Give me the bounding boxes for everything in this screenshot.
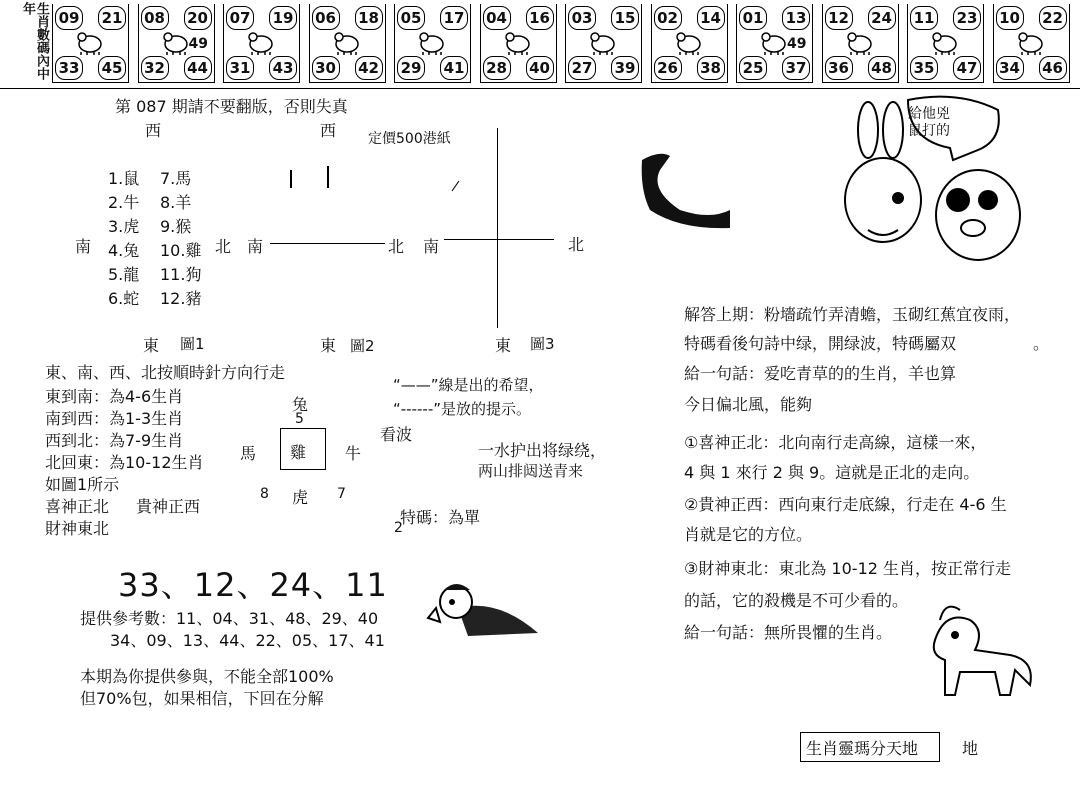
cell-number-bl: 35: [910, 56, 938, 80]
zodiac-cell: [736, 4, 813, 83]
cell-number-br: 41: [440, 56, 468, 80]
cell-number-tr: 20: [184, 6, 212, 30]
cell-number-bl: 34: [996, 56, 1024, 80]
zodiac-cell: [394, 4, 471, 83]
cell-number-bl: 33: [55, 56, 83, 80]
cell-number-br: 46: [1039, 56, 1067, 80]
pig-icon: [1016, 26, 1046, 56]
fig1-caption: 圖1: [180, 335, 205, 353]
cell-number-tr: 15: [611, 6, 639, 30]
explain-line-1: 東、南、西、北按順時針方向行走: [45, 363, 286, 382]
cell-number-tr: 13: [782, 6, 810, 30]
answer-line-7: ②貴神正西：西向東行走底線，行走在 4-6 生: [684, 495, 1007, 514]
zodiac-list-item: 10.雞: [160, 241, 202, 260]
fig2-tick-right: [327, 166, 329, 188]
kanbo-label: 看波: [380, 425, 413, 444]
cell-number-bl: 36: [825, 56, 853, 80]
cell-number-bl: 29: [397, 56, 425, 80]
answer-line-2-end: 。: [1033, 334, 1050, 353]
bubble-line-1: 給他兇: [908, 106, 950, 122]
zodiac-list-item: 7.馬: [160, 169, 192, 188]
explain-line-6: 如圖1所示: [45, 475, 120, 494]
cell-number-tl: 04: [483, 6, 511, 30]
zodiac-cell: [907, 4, 984, 83]
cell-number-tr: 22: [1039, 6, 1067, 30]
goat-icon: [674, 26, 704, 56]
zodiac-list-item: 4.兔: [108, 241, 140, 260]
zodiac-list-item: 2.牛: [108, 193, 140, 212]
zodiac-list-item: 11.狗: [160, 265, 202, 284]
explain-line-7a: 喜神正北: [45, 497, 110, 516]
explain-line-2: 東到南：為4-6生肖: [45, 387, 184, 406]
zodiac-cell: [309, 4, 386, 83]
explain-line-7b: 貴神正西: [136, 497, 201, 516]
answer-line-3: 給一句話：爱吃青草的的生肖，羊也算: [684, 364, 957, 383]
bubble-line-2: 鼠打的: [908, 123, 950, 139]
cell-number-tl: 05: [397, 6, 425, 30]
poem-line-1: 一水护出将绿绕，: [478, 441, 607, 460]
explain-line-3: 南到西：為1-3生肖: [45, 409, 184, 428]
cross-top: 兔: [292, 395, 309, 414]
note-line-1: 本期為你提供參與，不能全部100%: [80, 667, 334, 686]
zodiac-cell: [52, 4, 129, 83]
fig2-east: 東: [320, 336, 337, 355]
fig3-north: 北: [568, 235, 585, 254]
rabbit-icon: [332, 26, 362, 56]
footer-box-text: 生肖靈瑪分天地: [806, 739, 919, 758]
zodiac-list-item: 1.鼠: [108, 169, 140, 188]
fig3-caption: 圖3: [530, 335, 555, 353]
zodiac-cell: [223, 4, 300, 83]
cell-number-tl: 07: [226, 6, 254, 30]
cell-number-tr: 17: [440, 6, 468, 30]
cell-number-br: 39: [611, 56, 639, 80]
cell-number-br: 42: [355, 56, 383, 80]
zodiac-cell: [822, 4, 899, 83]
answer-line-9: ③財神東北：東北為 10-12 生肖，按正常行走: [684, 559, 1012, 578]
cross-right: 牛: [345, 444, 362, 463]
cell-number-bl: 25: [739, 56, 767, 80]
cross-bottom-left-num: 8: [260, 486, 269, 502]
fig1-west: 西: [145, 121, 162, 140]
fig2-north: 北: [388, 237, 405, 256]
fig2-axis: [270, 243, 385, 244]
poem-line-2: 两山排闼送青来: [478, 462, 584, 480]
cell-extra-number: 49: [787, 36, 807, 52]
reference-line-1: 提供參考數：11、04、31、48、29、40: [80, 609, 379, 628]
cell-number-br: 40: [526, 56, 554, 80]
tema-number: 2: [394, 520, 403, 536]
cell-number-tl: 10: [996, 6, 1024, 30]
answer-line-8: 肖就是它的方位。: [684, 525, 813, 544]
fig2-west: 西: [320, 121, 337, 140]
fig2-caption: 圖2: [350, 337, 375, 355]
zodiac-cell: [138, 4, 215, 83]
fig2-south: 南: [247, 237, 264, 256]
explain-line-4: 西到北：為7-9生肖: [45, 431, 184, 450]
dog-icon: [930, 26, 960, 56]
answer-line-1: 解答上期：粉墻疏竹弄清蟾，玉砌红蕉宜夜雨，: [684, 305, 1021, 324]
fig3-east: 東: [495, 336, 512, 355]
note-line-2: 但70%包，如果相信，下回在分解: [80, 689, 324, 708]
legend-line-a: “——”線是出的希望，: [393, 376, 544, 394]
fig1-north: 北: [215, 237, 232, 256]
zodiac-list-item: 9.猴: [160, 217, 192, 236]
fig3-south: 南: [423, 237, 440, 256]
monkey-icon: [759, 26, 789, 56]
zodiac-cell: [651, 4, 728, 83]
reference-line-2: 34、09、13、44、22、05、17、41: [110, 631, 385, 650]
answer-line-11: 給一句話：無所畏懼的生肖。: [684, 623, 893, 642]
issue-line: 第 087 期請不要翻版，否則失真: [115, 97, 348, 116]
cell-number-tl: 02: [654, 6, 682, 30]
cell-number-bl: 30: [312, 56, 340, 80]
cell-number-tl: 11: [910, 6, 938, 30]
dragon-icon: [417, 26, 447, 56]
cell-number-tl: 06: [312, 6, 340, 30]
fig3-slash: [452, 181, 460, 191]
rooster-icon: [845, 26, 875, 56]
zodiac-list-item: 8.羊: [160, 193, 192, 212]
cell-number-br: 44: [184, 56, 212, 80]
cell-number-br: 43: [269, 56, 297, 80]
price-label: 定價500港紙: [368, 131, 451, 147]
cell-number-tr: 19: [269, 6, 297, 30]
cross-left: 馬: [240, 444, 257, 463]
cell-number-br: 47: [953, 56, 981, 80]
fig3-vertical: [497, 128, 498, 328]
cell-number-tr: 18: [355, 6, 383, 30]
answer-line-10: 的話，它的殺機是不可少看的。: [684, 591, 909, 610]
answer-line-6: 4 與 1 來行 2 與 9。這就是正北的走向。: [684, 463, 980, 482]
cell-number-br: 38: [697, 56, 725, 80]
explain-line-8: 財神東北: [45, 519, 110, 538]
answer-line-4: 今日偏北風，能夠: [684, 395, 813, 414]
zodiac-list-item: 12.豬: [160, 289, 202, 308]
cell-number-tl: 12: [825, 6, 853, 30]
cell-number-tr: 24: [868, 6, 896, 30]
fig1-south: 南: [75, 237, 92, 256]
cell-number-tl: 03: [568, 6, 596, 30]
cell-extra-number: 49: [188, 36, 208, 52]
footer-tail-text: 地: [962, 739, 979, 758]
rat-icon: [75, 26, 105, 56]
tiger-icon: [246, 26, 276, 56]
answer-line-2: 特碼看後句詩中绿，開绿波，特碼屬双: [684, 334, 957, 353]
speech-bubble-text: [908, 106, 950, 140]
cross-center: 雞: [290, 443, 307, 462]
cross-top-num: 5: [295, 411, 304, 427]
zodiac-list-item: 5.龍: [108, 265, 140, 284]
zodiac-list-item: 6.蛇: [108, 289, 140, 308]
cell-number-tr: 16: [526, 6, 554, 30]
ox-icon: [161, 26, 191, 56]
legend-line-b: “------”是放的提示。: [393, 400, 532, 418]
cross-bottom-right-num: 7: [337, 486, 346, 502]
big-numbers: 33、12、24、11: [118, 566, 388, 604]
cell-number-bl: 31: [226, 56, 254, 80]
zodiac-cell: [480, 4, 557, 83]
black-shape-icon: [640, 150, 740, 230]
zodiac-number-strip: [0, 0, 1080, 89]
cell-number-tr: 14: [697, 6, 725, 30]
answer-line-5: ①喜神正北：北向南行走高線，這樣一來，: [684, 433, 987, 452]
zodiac-list-item: 3.虎: [108, 217, 140, 236]
cell-number-tr: 21: [98, 6, 126, 30]
zodiac-cell: [565, 4, 642, 83]
cell-number-tl: 08: [141, 6, 169, 30]
cell-number-bl: 32: [141, 56, 169, 80]
unicorn-cartoon-icon: [915, 600, 1040, 700]
horse-icon: [588, 26, 618, 56]
zodiac-cell: [993, 4, 1070, 83]
fig2-tick-left: [290, 170, 292, 188]
cell-number-bl: 27: [568, 56, 596, 80]
cross-bottom: 虎: [292, 488, 309, 507]
cell-number-tr: 23: [953, 6, 981, 30]
cell-number-tl: 01: [739, 6, 767, 30]
cartoon-mascot-icon: [418, 578, 546, 640]
cell-number-br: 45: [98, 56, 126, 80]
fig3-axis: [444, 239, 554, 240]
cell-number-br: 48: [868, 56, 896, 80]
cell-number-tl: 09: [55, 6, 83, 30]
strip-side-title: 生肖數碼內中年: [20, 2, 49, 80]
tema-label: 特碼：為單: [400, 508, 481, 527]
explain-line-5: 北回東：為10-12生肖: [45, 453, 204, 472]
cell-number-br: 37: [782, 56, 810, 80]
snake-icon: [503, 26, 533, 56]
fig1-east: 東: [143, 336, 160, 355]
cell-number-bl: 26: [654, 56, 682, 80]
cell-number-bl: 28: [483, 56, 511, 80]
